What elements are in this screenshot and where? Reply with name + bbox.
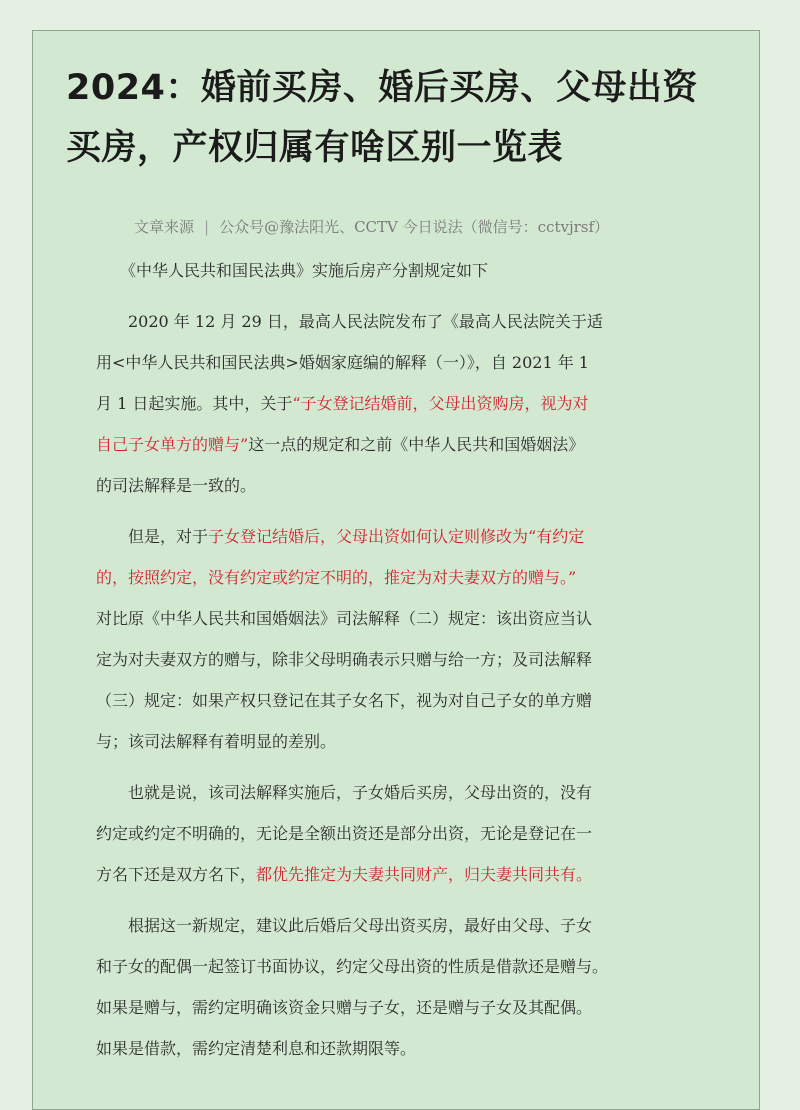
body-text: 月 1 日起实施。其中，关于 [96, 394, 293, 413]
emphasis-text: 子女登记结婚后，父母出资如何认定则修改为“有约定 [208, 527, 585, 546]
body-text: 也就是说，该司法解释实施后，子女婚后买房，父母出资的，没有 [96, 783, 593, 802]
body-text: 用<中华人民共和国民法典>婚姻家庭编的解释（一）》，自 2021 年 1 [96, 353, 589, 372]
body-text: 约定或约定不明确的，无论是全额出资还是部分出资，无论是登记在一 [96, 824, 593, 843]
paragraph-gap [96, 291, 708, 301]
body-text: 和子女的配偶一起签订书面协议，约定父母出资的性质是借款还是赠与。 [96, 957, 609, 976]
text-line [96, 854, 708, 895]
article-source [134, 213, 754, 241]
body-text: 2020 年 12 月 29 日，最高人民法院发布了《最高人民法院关于适 [96, 312, 603, 331]
paragraph-gap [96, 762, 708, 772]
article-body [96, 250, 708, 1069]
source-separator: | [204, 218, 210, 236]
emphasis-text: “子女登记结婚前，父母出资购房，视为对 [292, 394, 589, 413]
body-text: 方名下还是双方名下， [96, 865, 257, 884]
text-line [96, 516, 708, 557]
body-text: 《中华人民共和国民法典》实施后房产分割规定如下 [96, 261, 489, 280]
text-line [96, 342, 708, 383]
text-line [96, 905, 708, 946]
text-line [96, 301, 708, 342]
source-text: 公众号@豫法阳光、CCTV 今日说法（微信号：cctvjrsf） [219, 218, 610, 236]
body-text: 这一点的规定和之前《中华人民共和国婚姻法》 [248, 435, 585, 454]
paragraph [96, 301, 708, 506]
body-text: 如果是借款，需约定清楚利息和还款期限等。 [96, 1039, 417, 1058]
text-line [96, 557, 708, 598]
paragraph-gap [96, 895, 708, 905]
source-label: 文章来源 [134, 218, 195, 236]
paragraph [96, 905, 708, 1069]
paragraph [96, 772, 708, 895]
text-line [96, 250, 708, 291]
body-text: 根据这一新规定，建议此后婚后父母出资买房，最好由父母、子女 [96, 916, 593, 935]
article-title [66, 58, 706, 178]
body-text: 定为对夫妻双方的赠与，除非父母明确表示只赠与给一方；及司法解释 [96, 650, 593, 669]
text-line [96, 383, 708, 424]
body-text: 的司法解释是一致的。 [96, 476, 257, 495]
text-line [96, 1028, 708, 1069]
paragraph-gap [96, 506, 708, 516]
emphasis-text: 都优先推定为夫妻共同财产，归夫妻共同共有。 [256, 865, 593, 884]
text-line [96, 946, 708, 987]
body-text: 与；该司法解释有着明显的差别。 [96, 732, 337, 751]
text-line [96, 680, 708, 721]
emphasis-text: 的，按照约定，没有约定或约定不明的，推定为对夫妻双方的赠与。” [96, 568, 577, 587]
text-line [96, 465, 708, 506]
text-line [96, 424, 708, 465]
emphasis-text: 自己子女单方的赠与” [96, 435, 249, 454]
paragraph [96, 250, 708, 291]
title-line-2: 买房，产权归属有啥区别一览表 [66, 128, 564, 168]
title-line-1: 2024：婚前买房、婚后买房、父母出资 [66, 68, 698, 108]
paragraph [96, 516, 708, 762]
body-text: 对比原《中华人民共和国婚姻法》司法解释（二）规定：该出资应当认 [96, 609, 593, 628]
text-line [96, 721, 708, 762]
text-line [96, 772, 708, 813]
text-line [96, 639, 708, 680]
body-text: 但是，对于 [96, 527, 209, 546]
text-line [96, 987, 708, 1028]
text-line [96, 813, 708, 854]
body-text: （三）规定：如果产权只登记在其子女名下，视为对自己子女的单方赠 [96, 691, 593, 710]
body-text: 如果是赠与，需约定明确该资金只赠与子女，还是赠与子女及其配偶。 [96, 998, 593, 1017]
text-line [96, 598, 708, 639]
